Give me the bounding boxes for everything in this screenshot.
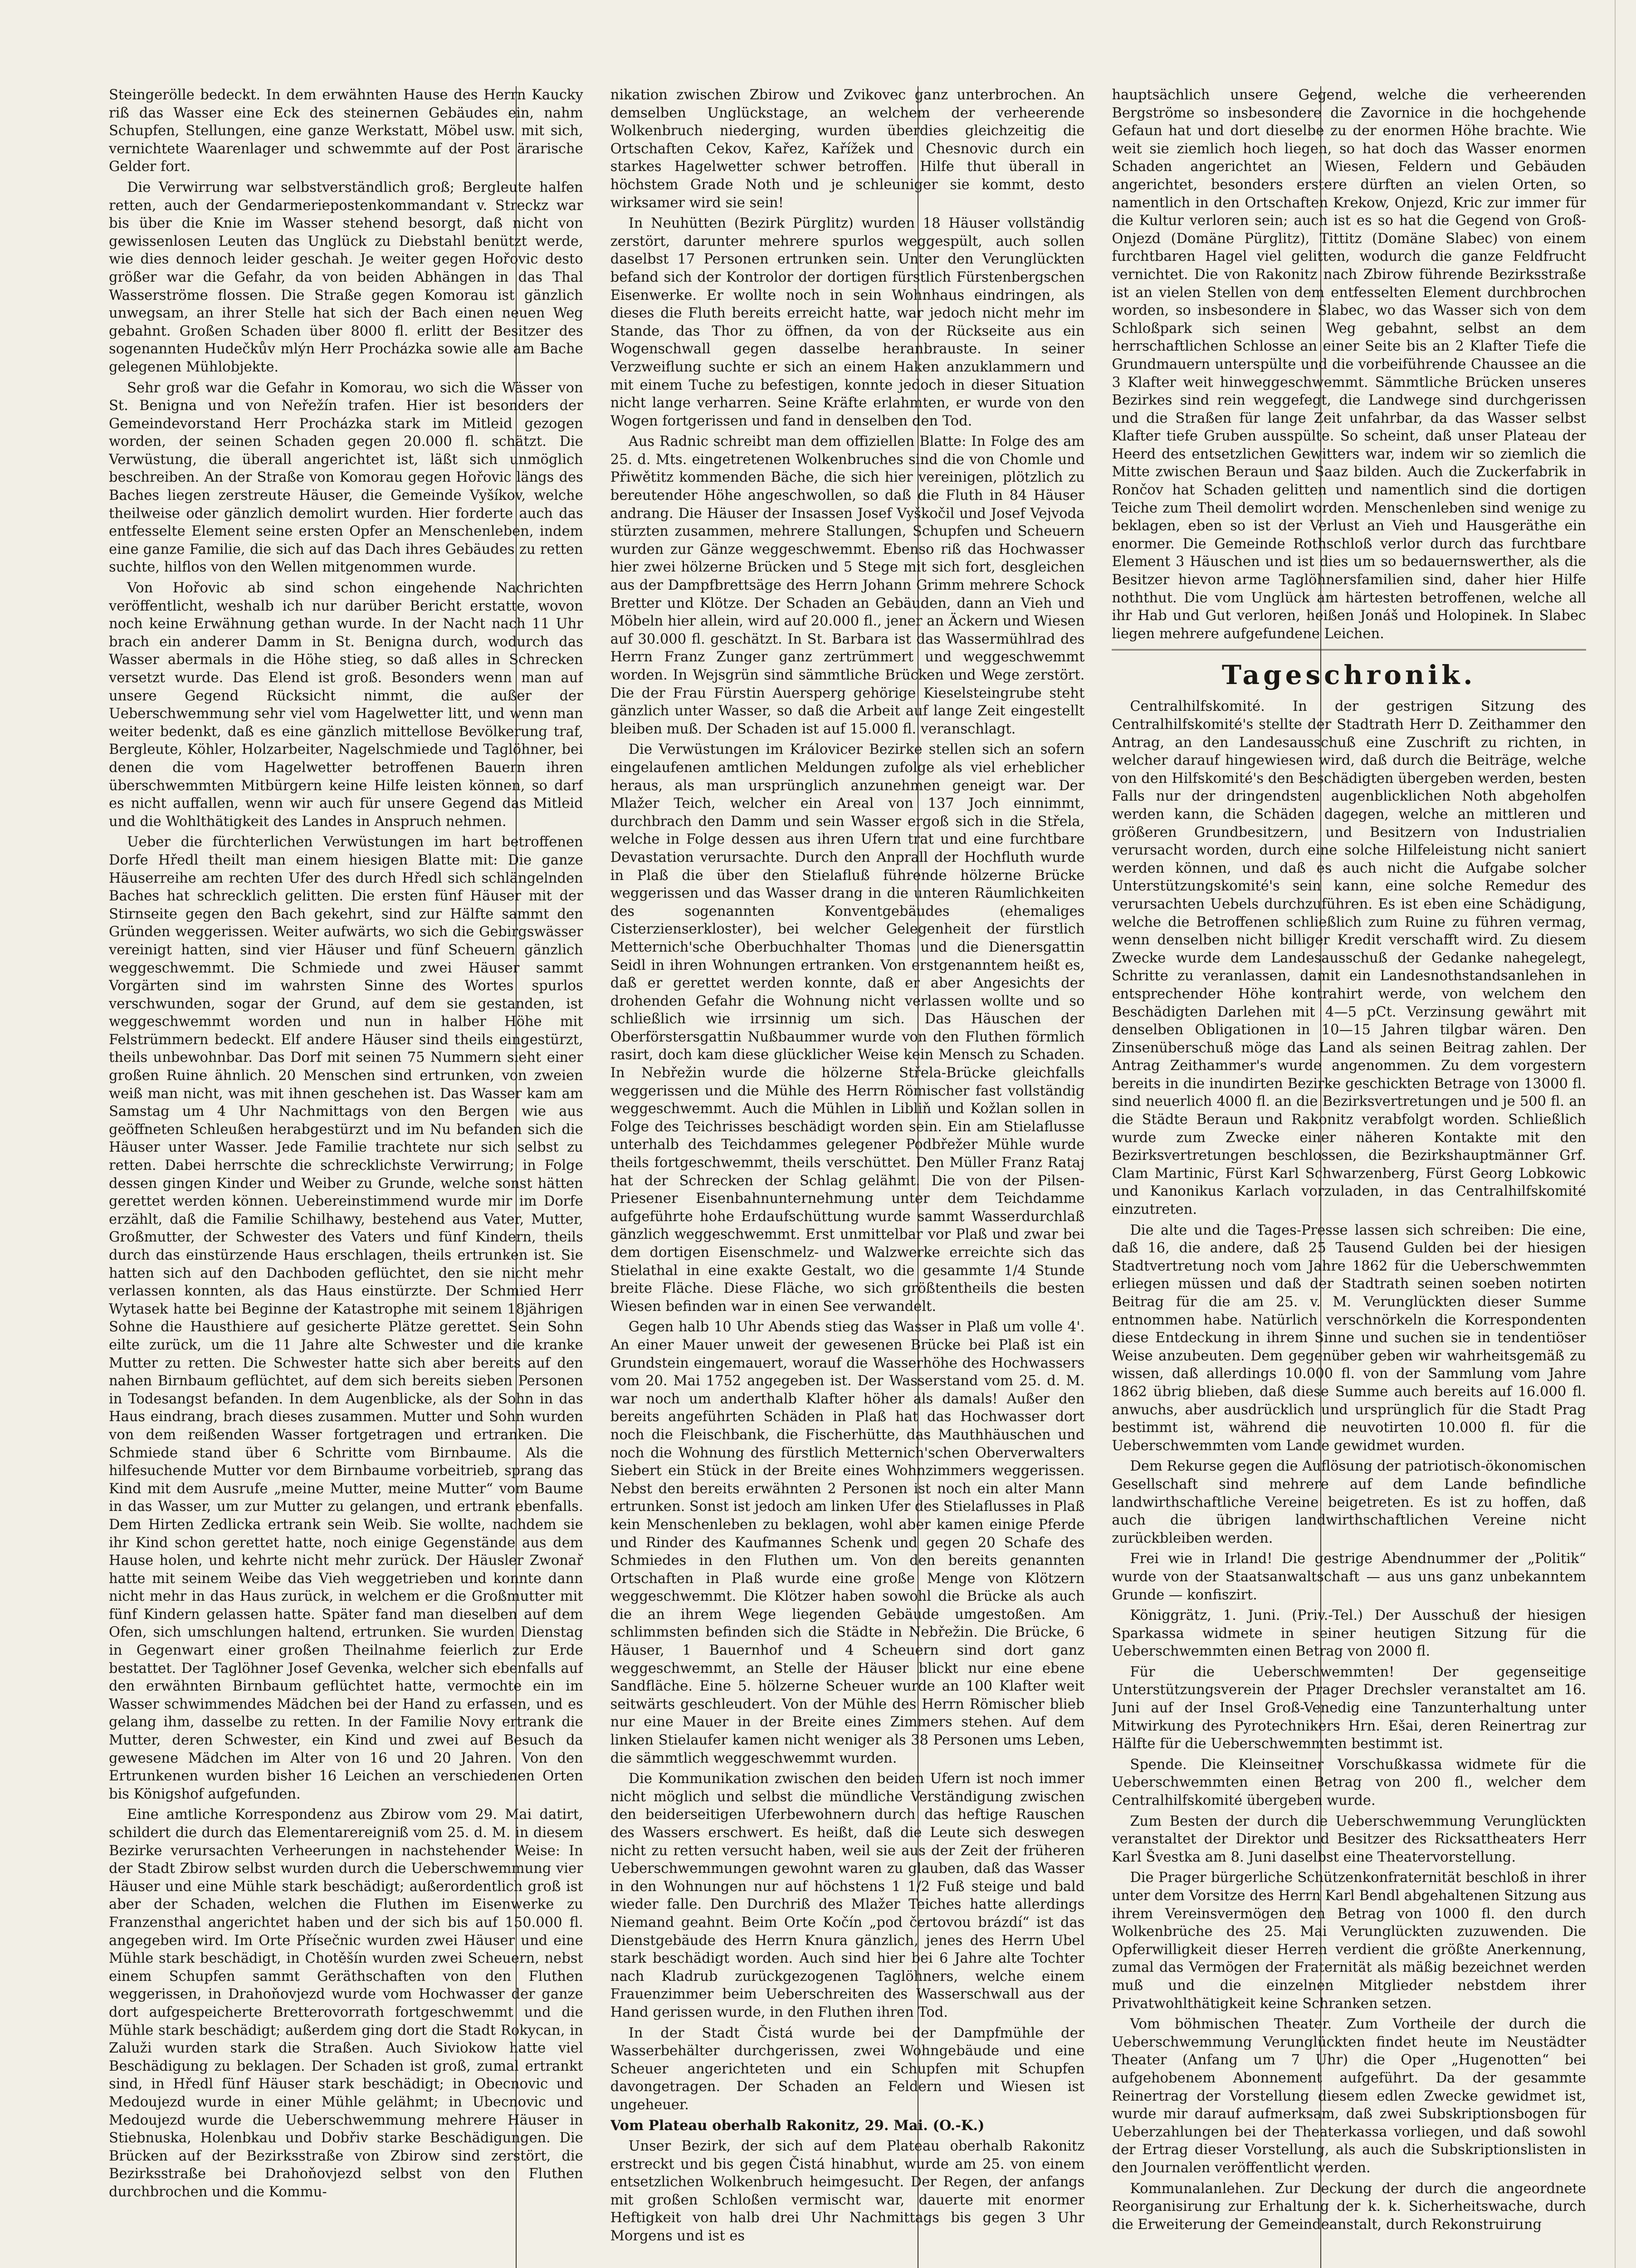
paragraph: Ueber die fürchterlichen Verwüstungen im hart betroffenen Dorfe Hředl theilt man einem hiesigen Blatte mit: Die ganze Häuserreihe am rechten Ufer des durch Hředl sich schlängelnden Baches hat schrecklich gelitten. Die ersten fünf Häuser mit der Stirnseite gegen den Bach gekehrt, sind zur Hälfte sammt den Gründen weggerissen. Weiter aufwärts, wo sich die Gebirgswässer vereinigt hatten, sind vier Häuser und fünf Scheuern gänzlich weggeschwemmt. Die Schmiede und zwei Häuser sammt Vorgärten sind im wahrsten Sinne des Wortes spurlos verschwunden, sogar der Grund, auf dem sie gestanden, ist weggeschwemmt worden und nun in halber Höhe mit Felstrümmern bedeckt. Elf andere Häuser sind theils eingestürzt, theils unbewohnbar. Das Dorf mit seinen 75 Nummern sieht einer großen Ruine ähnlich. 20 Menschen sind ertrunken, von zweien weiß man nicht, was mit ihnen geschehen ist. Das Wasser kam am Samstag um 4 Uhr Nachmittags von den Bergen wie aus geöffneten Schleußen herabgestürzt und im Nu befanden sich die Häuser unter Wasser. Jede Familie trachtete nur sich selbst zu retten. Dabei herrschte die schrecklichste Verwirrung; in Folge dessen gingen Kinder und Weiber zu Grunde, welche sonst hätten gerettet werden können. Uebereinstimmend wurde mir im Dorfe erzählt, daß die Familie Schilhawy, bestehend aus Vater, Mutter, Großmutter, der Schwester des Vaters und fünf Kindern, theils durch das einstürzende Haus erschlagen, theils ertrunken ist. Sie hatten sich auf den Dachboden geflüchtet, den sie nicht mehr verlassen konnten, als das Haus einstürzte. Der Schmied Herr Wytasek hatte bei Beginne der Katastrophe mit seinem 18jährigen Sohne die Hausthiere auf gesicherte Plätze gerettet. Sein Sohn eilte zurück, um die 11 Jahre alte Schwester und die kranke Mutter zu retten. Die Schwester hatte sich aber bereits auf den nahen Birnbaum geflüchtet, auf dem sich bereits sieben Personen in Todesangst befanden. In dem Augenblicke, als der Sohn in das Haus eindrang, brach dieses zusammen. Mutter und Sohn wurden von dem reißenden Wasser fortgetragen und ertranken. Die Schmiede stand über 6 Schritte vom Birnbaume. Als die hilfesuchende Mutter vor dem Birnbaume vorbeitrieb, sprang das Kind mit dem Ausrufe „meine Mutter, meine Mutter“ vom Baume in das Wasser, um zur Mutter zu gelangen, und ertrank ebenfalls. Dem Hirten Zedlicka ertrank sein Weib. Sie wollte, nachdem sie ihr Kind schon gerettet hatte, noch einige Gegenstände aus dem Hause holen, und kehrte nicht mehr zurück. Der Häusler Zwonař hatte mit seinem Weibe das Vieh weggetrieben und konnte dann nicht mehr in das Haus zurück, in welchem er die Großmutter mit fünf Kindern gelassen hatte. Später fand man dieselben auf dem Ofen, sich umschlungen haltend, ertrunken. Sie wurden Dienstag in Gegenwart einer großen Theilnahme feierlich zur Erde bestattet. Der Taglöhner Josef Gevenka, welcher sich ebenfalls auf den erwähnten Birnbaum geflüchtet hatte, vermochte ein im Wasser schwimmendes Mädchen bei der Hand zu erfassen, und es gelang ihm, dasselbe zu retten. In der Familie Novy ertrank die Mutter, deren Schwester, ein Kind und zwei auf Besuch da gewesene Mädchen im Alter von 16 und 20 Jahren. Von den Ertrunkenen wurden bisher 16 Leichen an verschiedenen Orten bis Königshof aufgefunden. bbox=[109, 834, 583, 1802]
article-heading: Vom Plateau oberhalb Rakonitz, 29. Mai. (O.-K.) bbox=[610, 2117, 985, 2134]
news-item: Spende. Die Kleinseitner Vorschußkassa widmete für die Ueberschwemmten einen Betrag von 200 fl., welcher dem Centralhilfskomité übergeben wurde. bbox=[1112, 1756, 1587, 1809]
news-item: Kommunalanlehen. Zur Deckung der durch die angeordnete Reorganisirung zur Erhaltung der k. k. Sicherheitswache, durch die Erweiterung der Gemeindeanstalt, durch Rekonstruirung bbox=[1112, 2180, 1587, 2233]
paragraph: nikation zwischen Zbirow und Zvikovec ganz unterbrochen. An demselben Unglückstage, an welchem der verheerende Wolkenbruch niederging, wurden überdies gleichzeitig die Ortschaften Cekov, Kařez, Kařížek und Chesnovic durch ein starkes Hagelwetter schwer betroffen. Hilfe thut überall in höchstem Grade Noth und je schleuniger sie kommt, desto wirksamer wird sie sein! bbox=[610, 87, 1085, 211]
paragraph: In Neuhütten (Bezirk Pürglitz) wurden 18 Häuser vollständig zerstört, darunter mehrere spurlos weggespült, auch sollen daselbst 17 Personen ertrunken sein. Unter den Verunglückten befand sich der Kontrolor der dortigen fürstlich Fürstenbergschen Eisenwerke. Er wollte noch in sein Wohnhaus eindringen, als dieses die Fluth bereits erreicht hatte, war jedoch nicht mehr im Stande, das Thor zu öffnen, da von der Rückseite aus ein Wogenschwall gegen dasselbe heranbrauste. In seiner Verzweiflung suchte er sich an einem Haken anzuklammern und mit einem Tuche zu befestigen, konnte jedoch in dieser Situation nicht lange verharren. Seine Kräfte erlahmten, er wurde von den Wogen fortgerissen und fand in denselben den Tod. bbox=[610, 215, 1085, 429]
news-item: Vom böhmischen Theater. Zum Vortheile der durch die Ueberschwemmung Verunglückten findet heute im Neustädter Theater (Anfang um 7 Uhr) die Oper „Hugenotten“ bei aufgehobenem Abonnement aufgeführt. Da der gesammte Reinertrag der Vorstellung diesem edlen Zwecke gewidmet ist, wurde mir darauf aufmerksam, daß zwei Subskriptionsbogen für Ueberzahlungen bei der Theaterkassa vorliegen, und daß sowohl der Ertrag dieser Vorstellung, als auch die Subskriptionslisten in den Journalen veröffentlicht werden. bbox=[1112, 2016, 1587, 2176]
paragraph: Steingerölle bedeckt. In dem erwähnten Hause des Herrn Kaucky riß das Wasser eine Eck des steinernen Gebäudes ein, nahm Schupfen, Stellungen, eine ganze Werkstatt, Möbel usw. mit sich, vernichtete Waarenlager und schwemmte auf der Post ärarische Gelder fort. bbox=[109, 87, 583, 175]
news-item: Centralhilfskomité. In der gestrigen Sitzung des Centralhilfskomité's stellte der Stadtrath Herr D. Zeithammer den Antrag, an den Landesausschuß eine Zuschrift zu richten, in welcher darauf hingewiesen wird, daß durch die Beiträge, welche von den Hilfskomité's den Beschädigten übergeben werden, besten Falls nur der dringendsten augenblicklichen Noth abgeholfen werden kann, die Schäden dagegen, welche an mittleren und größeren Grundbesitzern, und Besitzern von Industrialien verursacht worden, durch eine solche Hilfeleistung nicht saniert werden können, und daß es auch nicht die Aufgabe solcher Unterstützungskomité's sein kann, eine solche Remedur des verursachten Uebels durchzuführen. Es ist eben eine Schädigung, welche die Betroffenen schließlich zum Ruine zu führen vermag, wenn denselben nicht billiger Kredit verschafft wird. Zu diesem Zwecke wurde dem Landesausschuß der Gedanke nahegelegt, Schritte zu veranlassen, damit ein Landesnothstandsanlehen in entsprechender Höhe kontrahirt werde, von welchem den Beschädigten Darlehen mit 4—5 pCt. Verzinsung gewährt mit denselben Obligationen in 10—15 Jahren tilgbar wären. Den Zinsenüberschuß möge das Land als seinen Beitrag zahlen. Der Antrag Zeithammer's wurde angenommen. Zu dem vorgestern bereits in die inundirten Bezirke geschickten Betrage von 13000 fl. sind neuerlich 4000 fl. an die Bezirksvertretungen und je 500 fl. an die Städte Beraun und Rakonitz verabfolgt worden. Schließlich wurde zum Zwecke einer näheren Kontakte mit den Bezirksvertretungen beschlossen, die Bezirkshauptmänner Grf. Clam Martinic, Fürst Karl Schwarzenberg, Fürst Georg Lobkowic und Kanonikus Karlach vorzuladen, in das Centralhilfskomité einzutreten. bbox=[1112, 699, 1587, 1218]
section-divider bbox=[1112, 649, 1586, 650]
column-1 bbox=[109, 86, 583, 2268]
column-2 bbox=[610, 86, 1085, 2268]
paragraph: hauptsächlich unsere Gegend, welche die verheerenden Bergströme so insbesondere die Zavornice in die hochgehende Gefaun hat und dort dieselbe zu der enormen Höhe brachte. Wie weit sie ziemlich hoch liegen, so hat doch das Wasser enormen Schaden angerichtet an Wiesen, Feldern und Gebäuden angerichtet, besonders erstere dürften an vielen Orten, so namentlich in den Ortschaften Krekow, Onjezd, Kric zur immer für die Kultur verloren sein; auch ist es so hat die Gegend von Groß-Onjezd (Domäne Pürglitz), Tittitz (Domäne Slabec) von einem furchtbaren Hagel viel gelitten, wodurch die ganze Feldfrucht vernichtet. Die von Rakonitz nach Zbirow führende Bezirksstraße ist an vielen Stellen von dem entfesselten Element durchbrochen worden, so insbesondere in Slabec, wo das Wasser sich von dem Schloßpark sich seinen Weg gebahnt, selbst an dem herrschaftlichen Schlosse an einer Seite bis an 2 Klafter Tiefe die Grundmauern unterspülte und die vorbeiführende Chaussee an die 3 Klafter weit hinweggeschwemmt. Sämmtliche Brücken unseres Bezirkes sind rein weggefegt, die Landwege sind durchgerissen und die Straßen für lange Zeit unfahrbar, da das Wasser selbst Klafter tiefe Gruben ausspülte. So scheint, daß unser Plateau der Heerd des entsetzlichen Gewitters war, indem wir so ziemlich die Mitte zwischen Beraun und Saaz bilden. Auch die Zuckerfabrik in Rončov hat Schaden gelitten und namentlich sind die dortigen Teiche zum Theil demolirt worden. Menschenleben sind wenige zu beklagen, eben so ist der Verlust an Vieh und Hausgeräthe ein enormer. Die Gemeinde Rothschloß verlor durch das furchtbare Element 3 Häuschen und ist dies um so bedauernswerther, als die Besitzer hievon arme Taglöhnersfamilien sind, daher hier Hilfe noththut. Die vom Unglück am härtesten betroffenen, welche all ihr Hab und Gut verloren, heißen Jonáš und Holopinek. In Slabec liegen mehrere aufgefundene Leichen. bbox=[1112, 87, 1587, 642]
paragraph: Aus Radnic schreibt man dem offiziellen Blatte: In Folge des am 25. d. Mts. eingetretenen Wolkenbruches sind die von Chomle und Přiwětitz kommenden Bäche, die sich hier vereinigen, plötzlich zu bereutender Höhe angeschwollen, so daß die Fluth in 84 Häuser andrang. Die Häuser der Insassen Josef Vyškočil und Josef Vejvoda stürzten zusammen, mehrere Stallungen, Schupfen und Scheuern wurden zur Gänze weggeschwemmt. Ebenso riß das Hochwasser hier zwei hölzerne Brücken und 5 Stege mit sich fort, desgleichen aus der Dampfbrettsäge des Herrn Johann Grimm mehrere Schock Bretter und Klötze. Der Schaden an Gebäuden, dann an Vieh und Möbeln hier allein, wird auf 20.000 fl., jener an Äckern und Wiesen auf 30.000 fl. geschätzt. In St. Barbara ist das Wassermühlrad des Herrn Franz Zunger ganz zertrümmert und weggeschwemmt worden. In Wejsgrün sind sämmtliche Brücken und Wege zerstört. Die der Frau Fürstin Auersperg gehörige Kieselsteingrube steht gänzlich unter Wasser, so daß die Arbeit auf lange Zeit eingestellt bleiben muß. Der Schaden ist auf 15.000 fl. veranschlagt. bbox=[610, 434, 1085, 737]
page-fold-shadow bbox=[1615, 0, 1616, 2268]
paragraph: Unser Bezirk, der sich auf dem Plateau oberhalb Rakonitz erstreckt und bis gegen Čistá hinabhut, wurde am 25. von einem entsetzlichen Wolkenbruch heimgesucht. Der Regen, der anfangs mit großen Schloßen vermischt war, dauerte mit enormer Heftigkeit von halb drei Uhr Nachmittags bis gegen 3 Uhr Morgens und ist es bbox=[610, 2138, 1085, 2244]
paragraph: In der Stadt Čistá wurde bei der Dampfmühle der Wasserbehälter durchgerissen, zwei Wohngebäude und eine Scheuer angerichteten und ein Schupfen mit Schupfen davongetragen. Der Schaden an Feldern und Wiesen ist ungeheuer. bbox=[610, 2025, 1085, 2113]
paragraph: Die Verwirrung war selbstverständlich groß; Bergleute halfen retten, auch der Gendarmeriepostenkommandant v. Streckz war bis über die Knie im Wasser stehend besorgt, daß nicht von gewissenlosen Leuten das Unglück zu Diebstahl benützt werde, wie dies dennoch leider geschah. Je weiter gegen Hořovic desto größer war die Gefahr, da von beiden Abhängen in das Thal Wasserströme flossen. Die Straße gegen Komorau ist gänzlich unwegsam, an ihrer Stelle hat sich der Bach einen neuen Weg gebahnt. Großen Schaden über 8000 fl. erlitt der Besitzer des sogenannten Hudečkův mlýn Herr Procházka sowie alle am Bache gelegenen Mühlobjekte. bbox=[109, 179, 583, 375]
news-item: Königgrätz, 1. Juni. (Priv.-Tel.) Der Ausschuß der hiesigen Sparkassa widmete in seiner heutigen Sitzung für die Ueberschwemmten einen Betrag von 2000 fl. bbox=[1112, 1608, 1587, 1660]
news-item: Die Prager bürgerliche Schützenkonfraternität beschloß in ihrer unter dem Vorsitze des Herrn Karl Bendl abgehaltenen Sitzung aus ihrem Vereinsvermögen den Betrag von 1000 fl. den durch Wolkenbrüche des 25. Mai Verunglückten zuzuwenden. Die Opferwilligkeit dieser Herren verdient die größte Anerkennung, zumal das Vermögen der Fraternität als mäßig bezeichnet werden muß und die einzelnen Mitglieder nebstdem ihrer Privatwohlthätigkeit keine Schranken setzen. bbox=[1112, 1870, 1587, 2012]
paragraph: Gegen halb 10 Uhr Abends stieg das Wasser in Plaß um volle 4'. An einer Mauer unweit der gewesenen Brücke bei Plaß ist ein Grundstein eingemauert, worauf die Wasserhöhe des Hochwassers vom 20. Mai 1752 angegeben ist. Der Wasserstand vom 25. d. M. war noch um anderthalb Klafter höher als damals! Außer den bereits angeführten Schäden in Plaß hat das Hochwasser dort noch die Fleischbank, die Fischerhütte, das Mauthhäuschen und noch die Wohnung des fürstlich Metternich'schen Oberverwalters Siebert ein Stück in der Breite eines Wohnzimmers weggerissen. Nebst den bereits erwähnten 2 Personen ist noch ein alter Mann ertrunken. Sonst ist jedoch am linken Ufer des Stielaflusses in Plaß kein Menschenleben zu beklagen, wohl aber kamen einige Pferde und Rinder des Kaufmannes Schenk und gegen 20 Schafe des Schmiedes in den Fluthen um. Von den bereits genannten Ortschaften in Plaß wurde eine große Menge von Klötzern weggeschwemmt. Die Klötzer haben sowohl die Brücke als auch die an ihrem Wege liegenden Gebäude umgestoßen. Am schlimmsten befinden sich die Städte in Nebřežin. Die Brücke, 6 Häuser, 1 Bauernhof und 4 Scheuern sind dort ganz weggeschwemmt, an Stelle der Häuser blickt nur eine ebene Sandfläche. Eine 5. hölzerne Scheuer wurde an 100 Klafter weit seitwärts geschleudert. Von der Mühle des Herrn Römischer blieb nur eine Mauer in der Breite eines Zimmers stehen. Auf dem linken Stielaufer kamen nicht weniger als 38 Personen ums Leben, die sämmtlich weggeschwemmt wurden. bbox=[610, 1319, 1085, 1766]
news-item: Zum Besten der durch die Ueberschwemmung Verunglückten veranstaltet der Direktor und Besitzer des Ricksattheaters Herr Karl Švestka am 8. Juni daselbst eine Theatervorstellung. bbox=[1112, 1813, 1587, 1865]
paragraph: Die Verwüstungen im Královicer Bezirke stellen sich an sofern eingelaufenen amtlichen Meldungen zufolge als viel erheblicher heraus, als man ursprünglich anzunehmen geneigt war. Der Mlažer Teich, welcher ein Areal von 137 Joch einnimmt, durchbrach den Damm und sein Wasser ergoß sich in die Střela, welche in Folge dessen aus ihren Ufern trat und eine furchtbare Devastation verursachte. Durch den Anprall der Hochfluth wurde in Plaß die über den Stielafluß führende hölzerne Brücke weggerissen und das Wasser drang in die unteren Räumlichkeiten des sogenannten Konventgebäudes (ehemaliges Cisterzienserkloster), bei welcher Gelegenheit der fürstlich Metternich'sche Oberbuchhalter Thomas und die Dienersgattin Seidl in ihren Wohnungen ertranken. Von erstgenanntem heißt es, daß er gerettet werden konnte, daß er aber Angesichts der drohenden Gefahr die Wohnung nicht verlassen wollte und so schließlich wie irrsinnig um sich. Das Häuschen der Oberförstersgattin Nußbaummer wurde von den Fluthen förmlich rasirt, doch kam diese glücklicher Weise kein Mensch zu Schaden. In Nebřežin wurde die hölzerne Střela-Brücke gleichfalls weggerissen und die Mühle des Herrn Römischer fast vollständig weggeschwemmt. Auch die Mühlen in Libliň und Kožlan sollen in Folge des Teichrisses beschädigt worden sein. Ein am Stielaflusse unterhalb des Teichdammes gelegener Podbřežer Mühle wurde theils fortgeschwemmt, theils verschüttet. Den Müller Franz Rataj hat der Schrecken der Schlag gelähmt. Die von der Pilsen-Priesener Eisenbahnunternehmung unter dem Teichdamme aufgeführte hohe Erdaufschüttung wurde sammt Wasserdurchlaß gänzlich weggeschwemmt. Erst unmittelbar vor Plaß und zwar bei dem dortigen Eisenschmelz- und Walzwerke erreichte sich das Stielathal in eine exakte Gestalt, wo die gesammte 1/4 Stunde breite Fläche. Diese Fläche, wo sich größtentheils die besten Wiesen befinden war in einen See verwandelt. bbox=[610, 742, 1085, 1315]
text-columns bbox=[109, 86, 1586, 2268]
news-item: Frei wie in Irland! Die gestrige Abendnummer der „Politik“ wurde von der Staatsanwaltschaft — aus uns ganz unbekanntem Grunde — konfiszirt. bbox=[1112, 1551, 1587, 1603]
section-title: Tageschronik. bbox=[1221, 660, 1476, 691]
news-item: Dem Rekurse gegen die Auflösung der patriotisch-ökonomischen Gesellschaft sind mehrere auf dem Lande befindliche landwirthschaftliche Vereine beigetreten. Es ist zu hoffen, daß auch die übrigen landwirthschaftlichen Vereine nicht zurückbleiben werden. bbox=[1112, 1458, 1587, 1546]
column-3 bbox=[1112, 86, 1586, 2268]
paragraph: Die Kommunikation zwischen den beiden Ufern ist noch immer nicht möglich und selbst die mündliche Verständigung zwischen den beiderseitigen Uferbewohnern durch das heftige Rauschen des Wassers erschwert. Es heißt, daß die Leute sich deswegen nicht zu retten versucht haben, weil sie aus der Zeit der früheren Ueberschwemmungen gewohnt waren zu glauben, daß das Wasser in den Wohnungen nur auf höchstens 1 1/2 Fuß steige und bald wieder falle. Den Durchriß des Mlažer Teiches hatte allerdings Niemand geahnt. Beim Orte Kočín „pod čertovou brázdí“ ist das Dienstgebäude des Herrn Knura gänzlich, jenes des Herrn Ubel stark beschädigt worden. Auch sind hier bei 6 Jahre alte Tochter nach Kladrub zurückgezogenen Taglöhners, welche einem Frauenzimmer beim Ueberschreiten des Wasserschwall aus der Hand gerissen wurde, in den Fluthen ihren Tod. bbox=[610, 1771, 1085, 2020]
paragraph: Eine amtliche Korrespondenz aus Zbirow vom 29. Mai datirt, schildert die durch das Elementarereigniß vom 25. d. M. in diesem Bezirke verursachten Verheerungen in nachstehender Weise: In der Stadt Zbirow selbst wurden durch die Ueberschwemmung vier Häuser und eine Mühle stark beschädigt; außerordentlich groß ist aber der Schaden, welchen die Fluthen im Eisenwerke zu Franzensthal angerichtet haben und der sich bis auf 150.000 fl. angegeben wird. Im Orte Přísečnic wurden zwei Häuser und eine Mühle stark beschädigt, in Chotěšín wurden zwei Scheuern, nebst einem Schupfen sammt Geräthschaften von den Fluthen weggerissen, in Drahoňovjezd wurde vom Hochwasser der ganze dort aufgespeicherte Bretterovorrath fortgeschwemmt und die Mühle stark beschädigt; außerdem ging dort die Stadt Rokycan, in Zaluži wurden stark die Straßen. Auch Siviokow hatte viel Beschädigung zu beklagen. Der Schaden ist groß, zumal ertrankt sind, in Hředl fünf Häuser stark beschädigt; in Obecnovic und Medoujezd wurde in einer Mühle gelähmt; in Ubecnovic und Medoujezd wurde die Ueberschwemmung mehrere Häuser in Stiebnuska, Holenbkau und Dobřiv starke Beschädigungen. Die Brücken auf der Bezirksstraße von Zbirow sind zerstört, die Bezirksstraße bei Drahoňovjezd selbst von den Fluthen durchbrochen und die Kommu- bbox=[109, 1807, 583, 2200]
news-item: Die alte und die Tages-Presse lassen sich schreiben: Die eine, daß 16, die andere, daß 25 Tausend Gulden bei der hiesigen Stadtvertretung noch vom Jahre 1862 für die Ueberschwemmten erliegen müssen und daß der Stadtrath seinen soeben notirten Beitrag für die am 25. v. M. Verunglückten dieser Summe entnommen habe. Natürlich verschnörkeln die Korrespondenten diese Entdeckung in ihrem Sinne und suchen sie in tendentiöser Weise anzubeuten. Dem gegenüber geben wir wahrheitsgemäß zu wissen, daß allerdings 10.000 fl. von der Sammlung vom Jahre 1862 übrig blieben, daß diese Summe auch bereits auf 16.000 fl. anwuchs, aber ausdrücklich und ursprünglich für die Stadt Prag bestimmt ist, während die neuvotirten 10.000 fl. für die Ueberschwemmten vom Lande gewidmet wurden. bbox=[1112, 1222, 1587, 1454]
paragraph: Sehr groß war die Gefahr in Komorau, wo sich die Wässer von St. Benigna und von Neřežín trafen. Hier ist besonders der Gemeindevorstand Herr Procházka stark im Mitleid gezogen worden, der seinen Schaden gegen 20.000 fl. schätzt. Die Verwüstung, die überall angerichtet ist, läßt sich unmöglich beschreiben. An der Straße von Komorau gegen Hořovic längs des Baches liegen zerstreute Häuser, die Gemeinde Vyšíkov, welche theilweise oder gänzlich demolirt wurden. Hier forderte auch das entfesselte Element seine ersten Opfer an Menschenleben, indem eine ganze Familie, die sich auf das Dach ihres Gebäudes zu retten suchte, hilflos von den Wellen mitgenommen wurde. bbox=[109, 380, 583, 576]
paragraph: Von Hořovic ab sind schon eingehende Nachrichten veröffentlicht, weshalb ich nur darüber Bericht erstatte, wovon noch keine Erwähnung gethan wurde. In der Nacht nach 11 Uhr brach ein anderer Damm in St. Benigna durch, wodurch das Wasser abermals in die Höhe stieg, so daß alles in Schrecken versetzt wurde. Das Elend ist groß. Besonders wenn man auf unsere Gegend Rücksicht nimmt, die außer der Ueberschwemmung sehr viel vom Hagelwetter litt, und wenn man weiter bedenkt, daß es eine gänzlich mittellose Bevölkerung traf, Bergleute, Köhler, Holzarbeiter, Nagelschmiede und Taglöhner, bei denen die vom Hagelwetter betroffenen Bauern ihren überschwemmten Mitbürgern keine Hilfe leisten können, so darf es nicht auffallen, wenn wir auch für unsere Gegend das Mitleid und die Wohlthätigkeit des Landes in Anspruch nehmen. bbox=[109, 580, 583, 830]
news-item: Für die Ueberschwemmten! Der gegenseitige Unterstützungsverein der Prager Drechsler veranstaltet am 16. Juni auf der Insel Groß-Venedig eine Tanzunterhaltung unter Mitwirkung des Pyrotechnikers Hrn. Ešai, deren Reinertrag zur Hälfte für die Ueberschwemmten bestimmt ist. bbox=[1112, 1664, 1587, 1752]
